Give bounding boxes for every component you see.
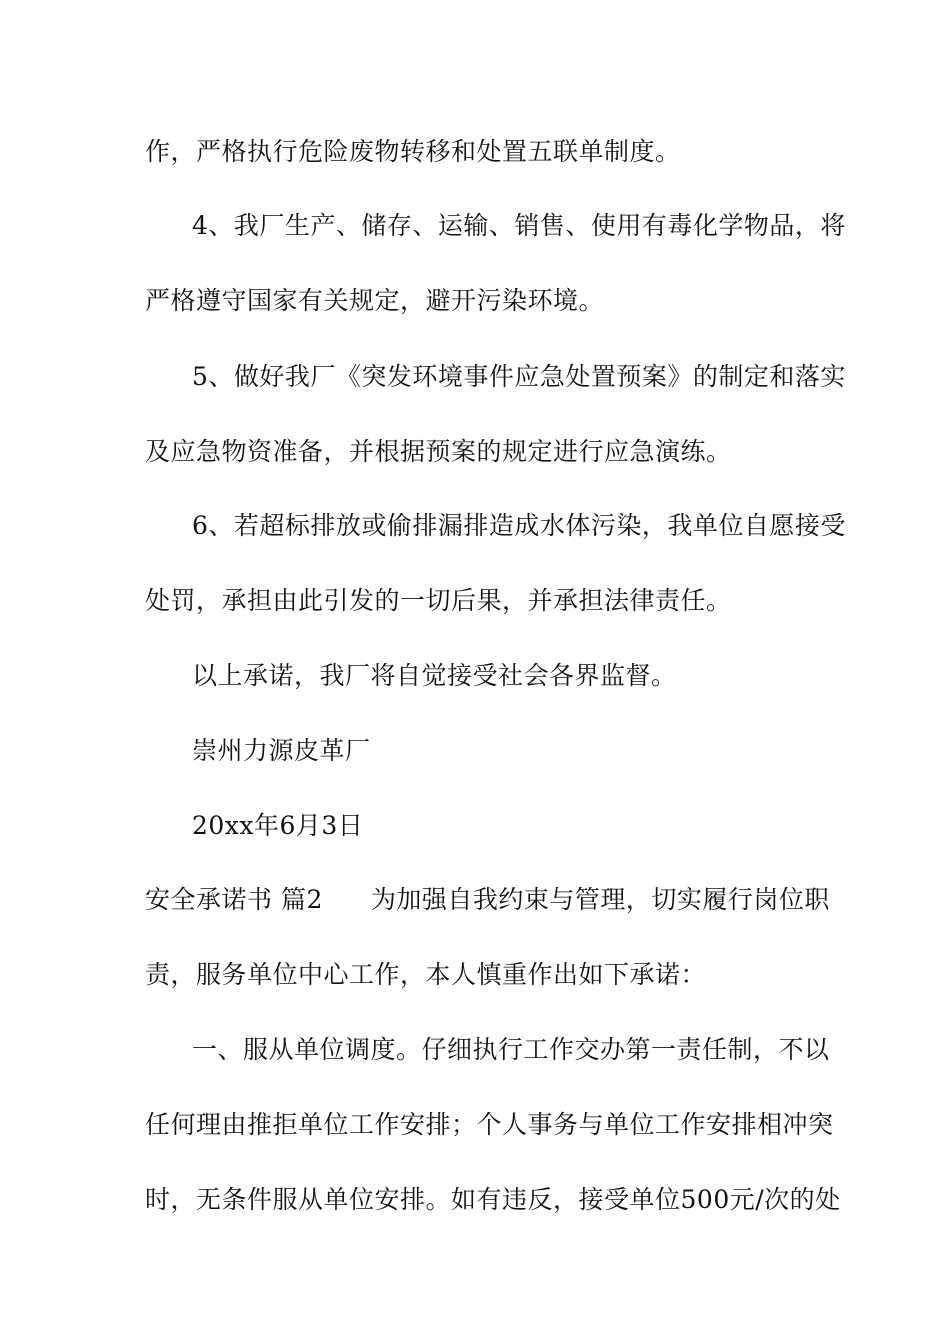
section-heading-line (145, 884, 830, 916)
paragraph-line: 处罚，承担由此引发的一切后果，并承担法律责任。 (145, 586, 732, 615)
paragraph-line: 时，无条件服从单位安排。如有违反，接受单位500元/次的处 (145, 1185, 841, 1214)
paragraph-line: 一、服从单位调度。仔细执行工作交办第一责任制，不以 (192, 1035, 830, 1064)
section-first-line: 为加强自我约束与管理，切实履行岗位职 (370, 885, 830, 914)
paragraph-line: 以上承诺，我厂将自觉接受社会各界监督。 (192, 661, 677, 690)
paragraph-line: 5、做好我厂《突发环境事件应急处置预案》的制定和落实 (192, 362, 846, 391)
signature-date: 20xx年6月3日 (192, 811, 364, 840)
paragraph-line: 任何理由推拒单位工作安排；个人事务与单位工作安排相冲突 (145, 1110, 834, 1139)
signature-company: 崇州力源皮革厂 (192, 736, 371, 765)
paragraph-line: 严格遵守国家有关规定，避开污染环境。 (145, 286, 605, 315)
paragraph-line: 作，严格执行危险废物转移和处置五联单制度。 (145, 137, 681, 166)
section-heading: 安全承诺书 篇2 (145, 885, 323, 914)
paragraph-line: 6、若超标排放或偷排漏排造成水体污染，我单位自愿接受 (192, 511, 846, 540)
paragraph-line: 责，服务单位中心工作，本人慎重作出如下承诺： (145, 960, 707, 989)
paragraph-line: 及应急物资准备，并根据预案的规定进行应急演练。 (145, 437, 732, 466)
paragraph-line: 4、我厂生产、储存、运输、销售、使用有毒化学物品，将 (192, 211, 846, 240)
